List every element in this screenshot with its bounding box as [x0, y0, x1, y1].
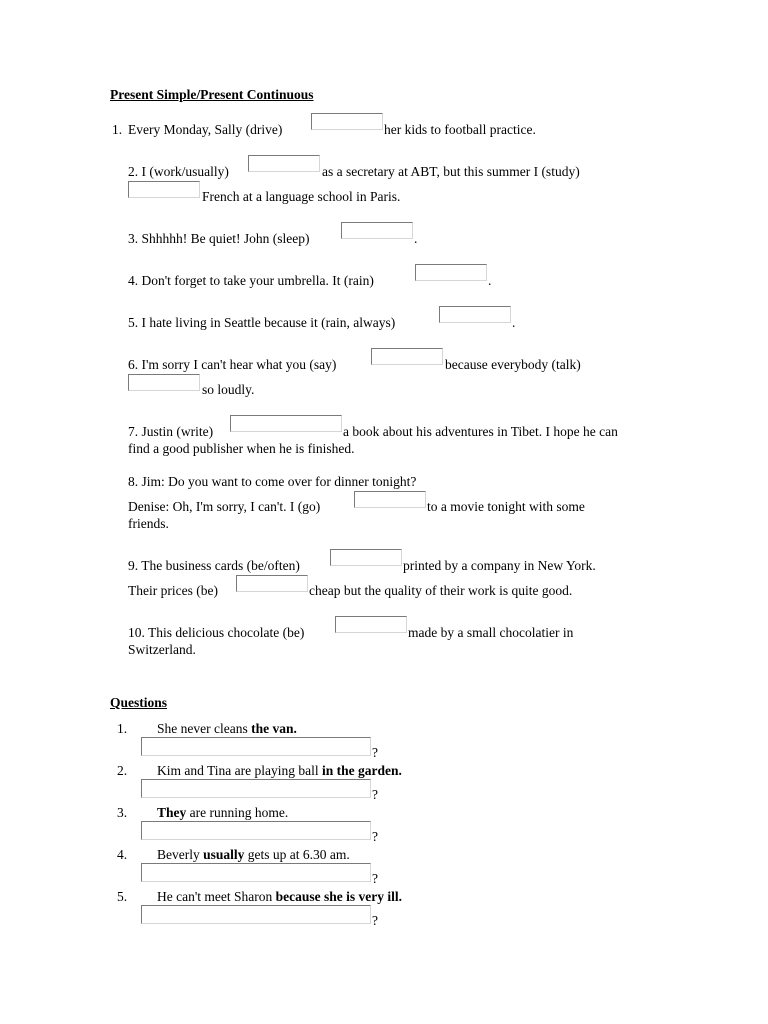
exercise-9-answer-input-1[interactable]	[330, 549, 402, 566]
question-2-question-mark: ?	[372, 787, 378, 802]
question-4-number: 4.	[117, 847, 128, 862]
exercise-8-text-3: to a movie tonight with some	[427, 499, 585, 514]
question-2-sentence: Kim and Tina are playing ball in the garden.	[157, 763, 402, 778]
exercise-4-text-end: .	[488, 273, 492, 288]
question-3-answer-input[interactable]	[141, 821, 371, 840]
page-title: Present Simple/Present Continuous	[110, 87, 314, 102]
exercise-1-answer-input[interactable]	[311, 113, 383, 130]
exercise-8-text-end: friends.	[128, 516, 169, 531]
exercise-6-text: 6. I'm sorry I can't hear what you (say)	[128, 357, 337, 372]
exercise-4-text: 4. Don't forget to take your umbrella. It (rain)	[128, 273, 374, 288]
question-5-question-mark: ?	[372, 913, 378, 928]
exercise-10-answer-input[interactable]	[335, 616, 407, 633]
exercise-1-text-end: her kids to football practice.	[384, 122, 536, 137]
exercise-6-text-mid: because everybody (talk)	[445, 357, 581, 372]
question-1-answer-input[interactable]	[141, 737, 371, 756]
question-1-sentence: She never cleans the van.	[157, 721, 297, 736]
exercise-10-text-end: Switzerland.	[128, 642, 196, 657]
question-5-sentence: He can't meet Sharon because she is very ill.	[157, 889, 403, 904]
exercise-5-answer-input[interactable]	[439, 306, 511, 323]
exercise-6-text-end: so loudly.	[202, 382, 255, 397]
questions-heading: Questions	[110, 695, 168, 710]
question-4-question-mark: ?	[372, 871, 378, 886]
question-5-number: 5.	[117, 889, 128, 904]
exercise-8-text-2: Denise: Oh, I'm sorry, I can't. I (go)	[128, 499, 321, 514]
exercise-8-answer-input[interactable]	[354, 491, 426, 508]
question-3-sentence: They are running home.	[157, 805, 289, 820]
question-2-number: 2.	[117, 763, 128, 778]
exercise-2-text: 2. I (work/usually)	[128, 164, 229, 179]
exercise-1-text: Every Monday, Sally (drive)	[128, 122, 283, 137]
question-1-number: 1.	[117, 721, 128, 736]
question-3-number: 3.	[117, 805, 128, 820]
exercise-10-text-mid: made by a small chocolatier in	[408, 625, 574, 640]
question-5-answer-input[interactable]	[141, 905, 371, 924]
exercise-7-text-end: find a good publisher when he is finished.	[128, 441, 355, 456]
exercise-7-answer-input[interactable]	[230, 415, 342, 432]
question-4-answer-input[interactable]	[141, 863, 371, 882]
question-1-question-mark: ?	[372, 745, 378, 760]
exercise-5-text: 5. I hate living in Seattle because it (rain, always)	[128, 315, 396, 330]
exercise-2-answer-input-1[interactable]	[248, 155, 320, 172]
exercise-3-text-end: .	[414, 231, 418, 246]
exercise-8-text: 8. Jim: Do you want to come over for dinner tonight?	[128, 474, 417, 489]
exercise-9-text-2: Their prices (be)	[128, 583, 218, 598]
exercise-9-text-mid: printed by a company in New York.	[403, 558, 596, 573]
exercise-3-answer-input[interactable]	[341, 222, 413, 239]
exercise-3-text: 3. Shhhhh! Be quiet! John (sleep)	[128, 231, 310, 246]
exercise-2-answer-input-2[interactable]	[128, 181, 200, 198]
question-3-question-mark: ?	[372, 829, 378, 844]
exercise-4-answer-input[interactable]	[415, 264, 487, 281]
exercise-10-text: 10. This delicious chocolate (be)	[128, 625, 305, 640]
exercise-6-answer-input-1[interactable]	[371, 348, 443, 365]
exercise-2-text-end: French at a language school in Paris.	[202, 189, 401, 204]
exercise-7-text-mid: a book about his adventures in Tibet. I hope he can	[343, 424, 618, 439]
exercise-5-text-end: .	[512, 315, 516, 330]
exercise-2-text-mid: as a secretary at ABT, but this summer I (study)	[322, 164, 580, 179]
question-2-answer-input[interactable]	[141, 779, 371, 798]
exercise-9-text-end: cheap but the quality of their work is quite good.	[309, 583, 573, 598]
question-4-sentence: Beverly usually gets up at 6.30 am.	[157, 847, 350, 862]
exercise-9-text: 9. The business cards (be/often)	[128, 558, 300, 573]
exercise-6-answer-input-2[interactable]	[128, 374, 200, 391]
exercise-7-text: 7. Justin (write)	[128, 424, 214, 439]
exercise-9-answer-input-2[interactable]	[236, 575, 308, 592]
exercise-1-number: 1.	[112, 122, 123, 137]
